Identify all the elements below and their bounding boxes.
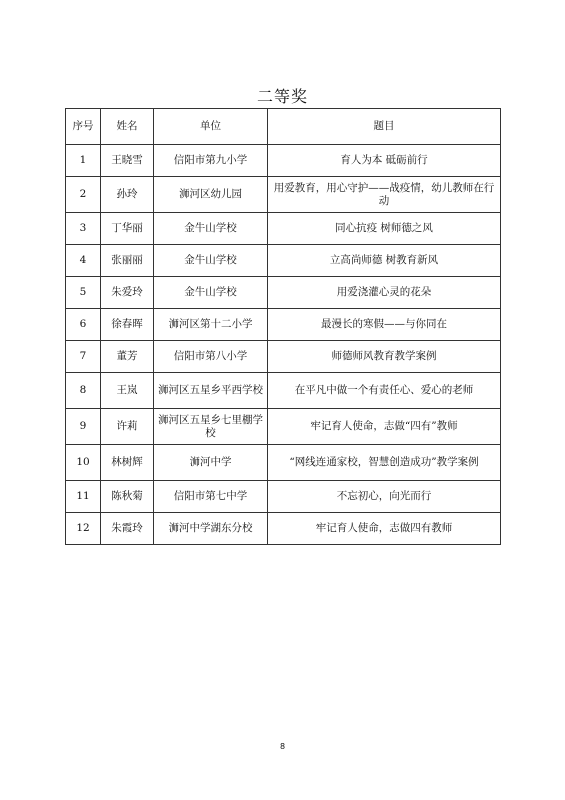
- cell-no: 5: [66, 277, 101, 309]
- table-row: [66, 277, 501, 309]
- table-header-row: [66, 109, 501, 145]
- cell-unit: 金牛山学校: [154, 213, 268, 245]
- cell-no: 12: [66, 513, 101, 545]
- cell-unit: 信阳市第七中学: [154, 481, 268, 513]
- cell-no: 7: [66, 341, 101, 373]
- cell-no: 8: [66, 373, 101, 409]
- table-row: [66, 177, 501, 213]
- awards-table: [65, 108, 501, 545]
- cell-no: 4: [66, 245, 101, 277]
- cell-topic: 最漫长的寒假——与你同在: [268, 309, 501, 341]
- cell-topic: 牢记育人使命，志做四有教师: [268, 513, 501, 545]
- cell-unit: 浉河区五星乡平西学校: [154, 373, 268, 409]
- cell-unit: 浉河中学: [154, 445, 268, 481]
- cell-topic: 用爱浇灌心灵的花朵: [268, 277, 501, 309]
- cell-name: 朱霞玲: [101, 513, 154, 545]
- table-row: [66, 145, 501, 177]
- cell-no: 2: [66, 177, 101, 213]
- cell-name: 林树辉: [101, 445, 154, 481]
- cell-no: 11: [66, 481, 101, 513]
- cell-name: 王晓雪: [101, 145, 154, 177]
- cell-no: 9: [66, 409, 101, 445]
- cell-name: 朱爱玲: [101, 277, 154, 309]
- cell-unit: 信阳市第九小学: [154, 145, 268, 177]
- table-row: [66, 213, 501, 245]
- table-row: [66, 341, 501, 373]
- cell-unit: 浉河区五星乡七里棚学校: [154, 409, 268, 445]
- cell-topic: 在平凡中做一个有责任心、爱心的老师: [268, 373, 501, 409]
- column-header-topic: 题目: [268, 109, 501, 145]
- cell-no: 1: [66, 145, 101, 177]
- cell-no: 6: [66, 309, 101, 341]
- table-row: [66, 409, 501, 445]
- cell-unit: 信阳市第八小学: [154, 341, 268, 373]
- cell-name: 王岚: [101, 373, 154, 409]
- cell-topic: 师德师风教育教学案例: [268, 341, 501, 373]
- cell-no: 3: [66, 213, 101, 245]
- table-row: [66, 309, 501, 341]
- cell-topic: 牢记育人使命，志做“四有”教师: [268, 409, 501, 445]
- cell-unit: 浉河区第十二小学: [154, 309, 268, 341]
- cell-topic: 用爱教育，用心守护——战疫情，幼儿教师在行动: [268, 177, 501, 213]
- cell-name: 许莉: [101, 409, 154, 445]
- cell-unit: 浉河中学湖东分校: [154, 513, 268, 545]
- cell-unit: 金牛山学校: [154, 277, 268, 309]
- cell-name: 孙玲: [101, 177, 154, 213]
- cell-unit: 浉河区幼儿园: [154, 177, 268, 213]
- cell-name: 陈秋菊: [101, 481, 154, 513]
- column-header-name: 姓名: [101, 109, 154, 145]
- cell-name: 徐春晖: [101, 309, 154, 341]
- cell-name: 董芳: [101, 341, 154, 373]
- column-header-unit: 单位: [154, 109, 268, 145]
- column-header-no: 序号: [66, 109, 101, 145]
- table-row: [66, 445, 501, 481]
- table-row: [66, 245, 501, 277]
- cell-topic: 育人为本 砥砺前行: [268, 145, 501, 177]
- cell-no: 10: [66, 445, 101, 481]
- table-row: [66, 373, 501, 409]
- cell-name: 丁华丽: [101, 213, 154, 245]
- page-number: 8: [279, 742, 286, 751]
- cell-name: 张丽丽: [101, 245, 154, 277]
- cell-topic: “网线连通家校，智慧创造成功”教学案例: [268, 445, 501, 481]
- cell-unit: 金牛山学校: [154, 245, 268, 277]
- table-row: [66, 481, 501, 513]
- table-row: [66, 513, 501, 545]
- page-title: 二等奖: [256, 87, 308, 106]
- cell-topic: 同心抗疫 树师德之风: [268, 213, 501, 245]
- cell-topic: 立高尚师德 树教育新风: [268, 245, 501, 277]
- cell-topic: 不忘初心，向光而行: [268, 481, 501, 513]
